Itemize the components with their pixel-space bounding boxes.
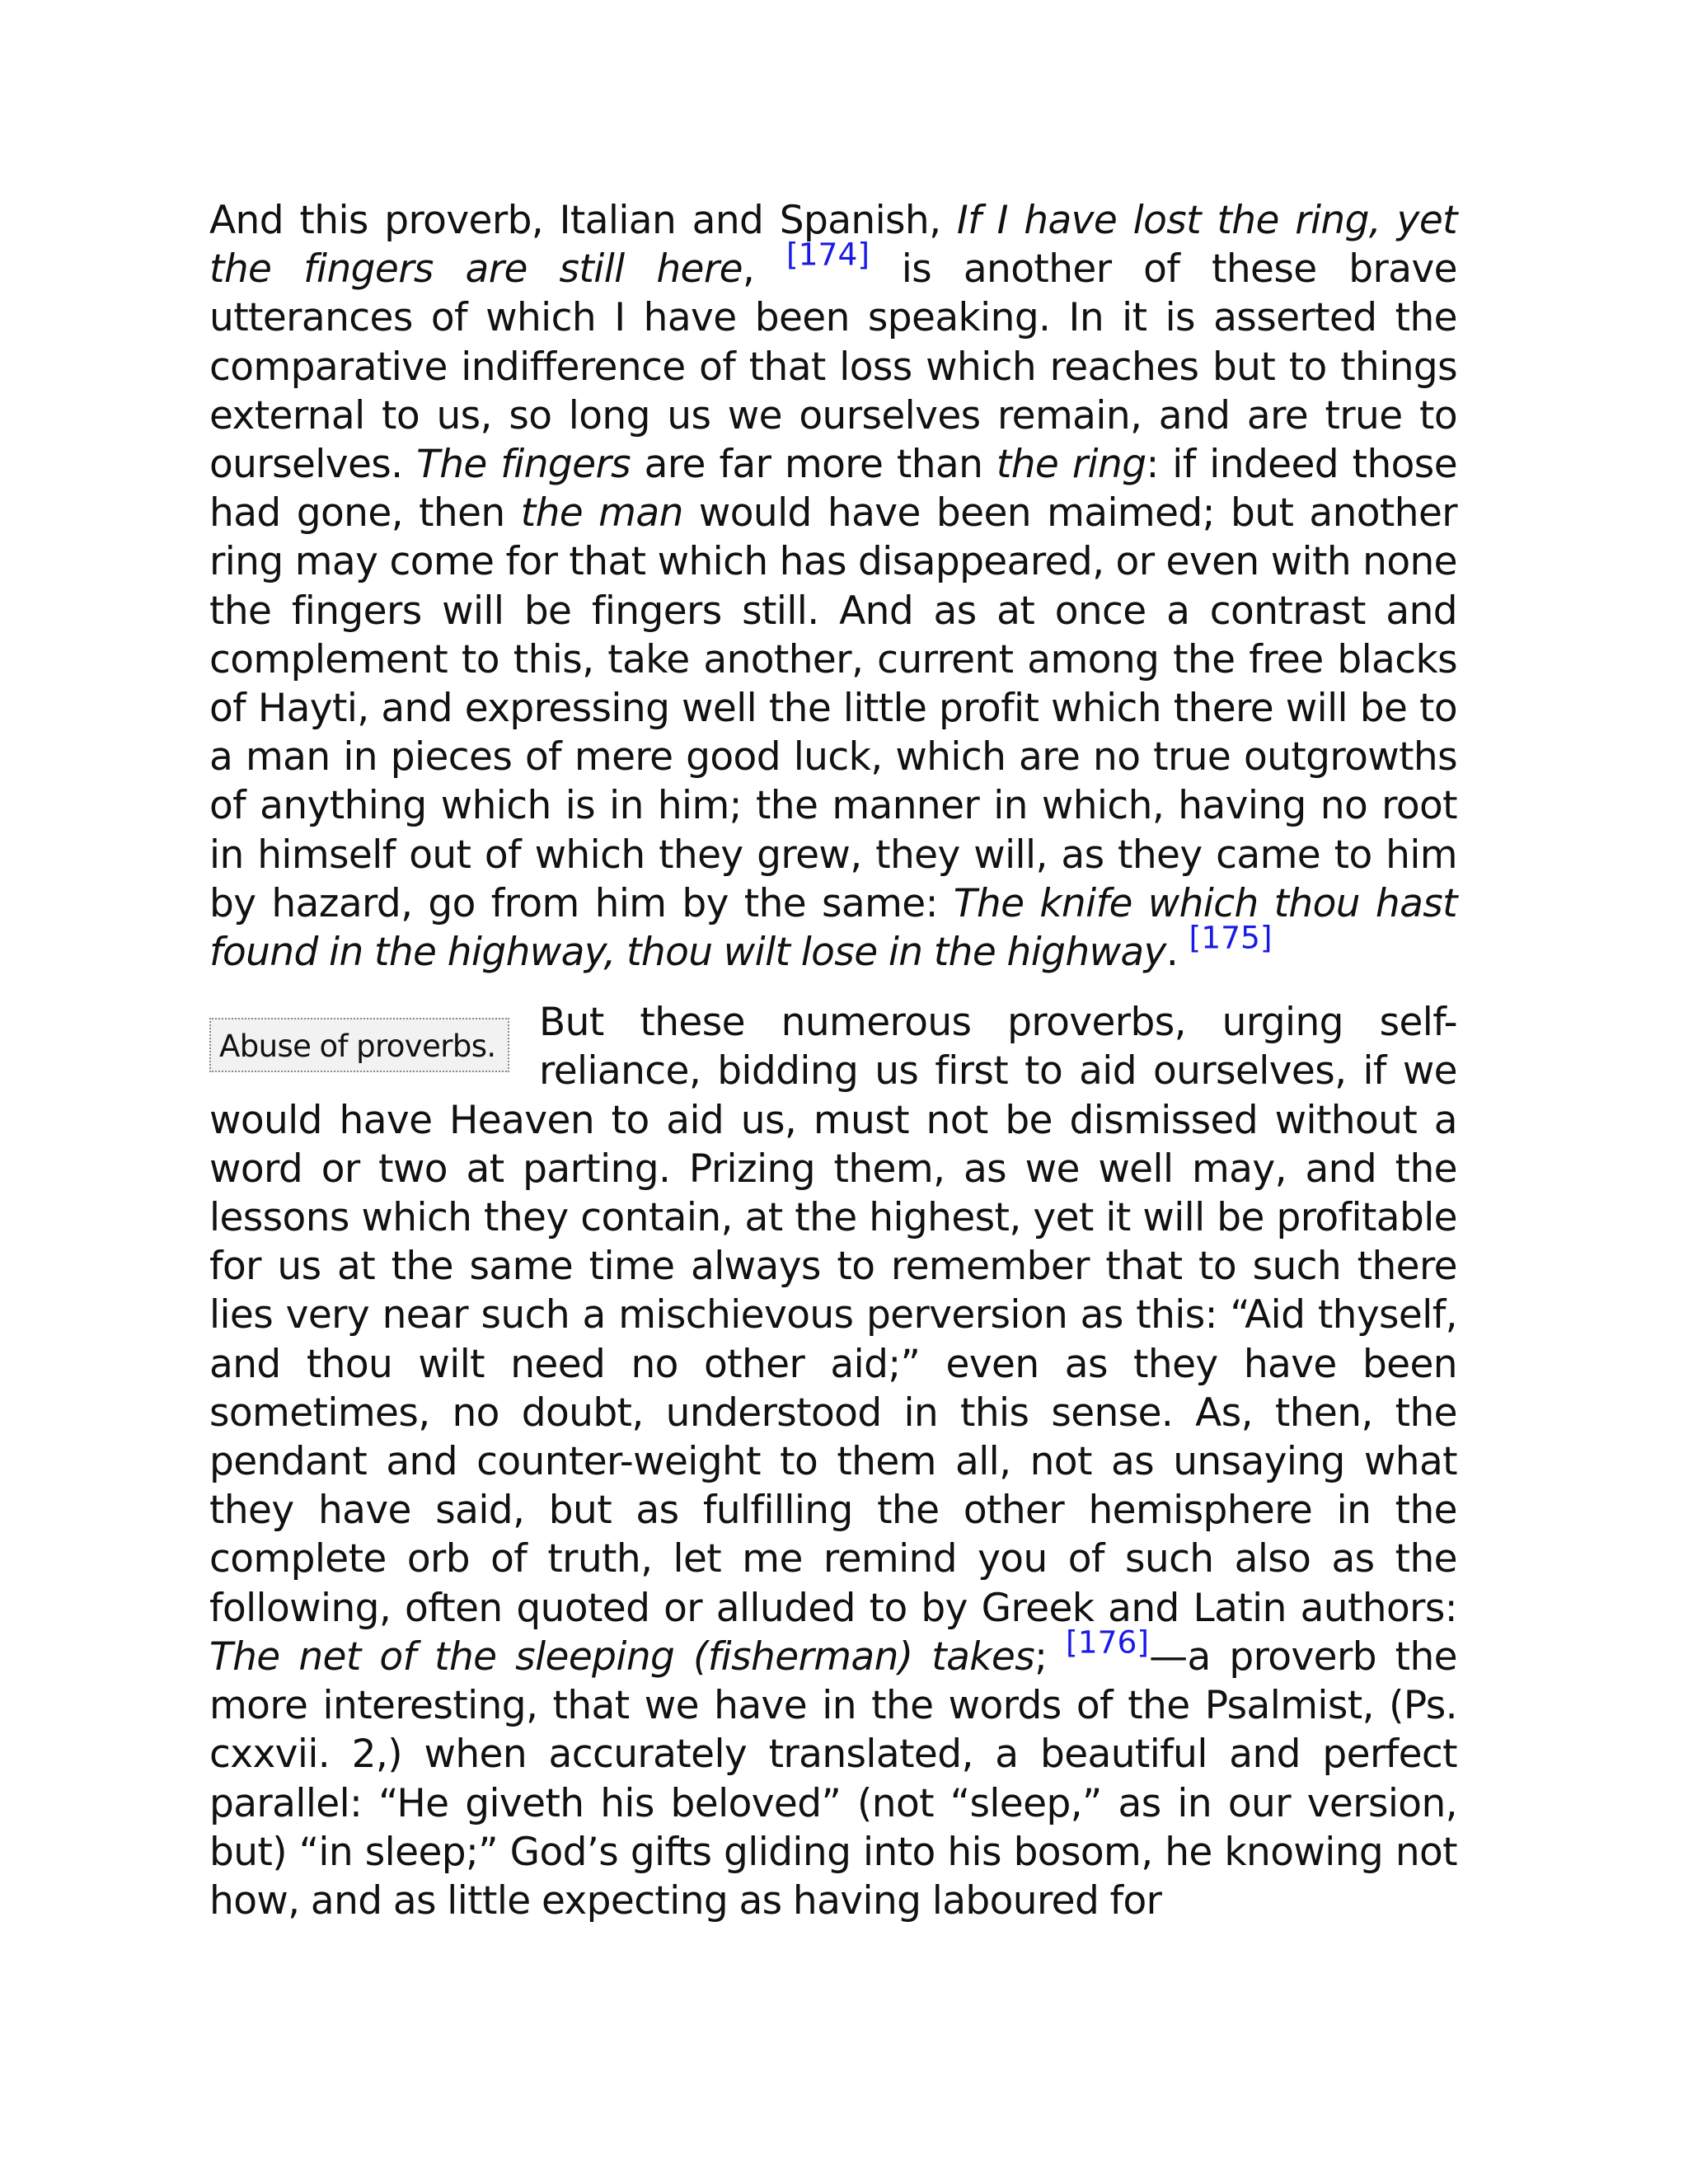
page-text	[209, 196, 1457, 1925]
paragraph-text: .	[1165, 930, 1189, 976]
paragraph	[209, 998, 1457, 1925]
paragraph	[209, 196, 1457, 977]
paragraph-text: : if indeed those had gone, then	[209, 442, 1458, 537]
italic-phrase: The fingers	[416, 442, 631, 488]
paragraph-text: But these numerous proverbs, urging self-reliance, bidding us first to aid ourselves, if we would have Heaven to aid us, must not be dismissed without a word or two at parting. Prizing them, as we well may, and the lessons which they contain, at the highest, yet it will be profitable for us at the same time always to remember that to such there lies very near such a mischievous perversion as this: “Aid thyself, and thou wilt need no other aid;” even as they have been sometimes, no doubt, understood in this sense. As, then, the pendant and counter-weight to them all, not as unsaying what they have said, but as fulfilling the other hemisphere in the complete orb of truth, let me remind you of such also as the following, often quoted or alluded to by Greek and Latin authors:	[209, 1000, 1457, 1631]
paragraph-text: are far more than	[631, 442, 996, 488]
italic-proverb: If I have lost the ring, yet the fingers are still here	[209, 198, 1457, 293]
sidenote: Abuse of proverbs.	[209, 1018, 509, 1072]
paragraph-text: ;	[1034, 1633, 1067, 1680]
footnote-link-176[interactable]: [176]	[1066, 1624, 1150, 1661]
italic-proverb: The knife which thou hast found in the highway, thou wilt lose in the highway	[209, 880, 1457, 976]
italic-phrase: the man	[520, 490, 683, 537]
footnote-link-174[interactable]: [174]	[785, 236, 870, 273]
paragraph-text: —a proverb the more interesting, that we have in the words of the Psalmist, (Ps. cxxvii. 2,) when accurately translated, a beautiful and perfect parallel: “He giveth his beloved” (not “sleep,” as in our version, but) “in sleep;” God’s gifts gliding into his bosom, he knowing not how, and as little expecting as having laboured for	[209, 1633, 1457, 1924]
paragraph-text: And this proverb, Italian and Spanish,	[209, 198, 957, 243]
footnote-link-175[interactable]: [175]	[1189, 919, 1273, 956]
paragraph-text: would have been maimed; but another ring may come for that which has disappeared, or even with none the fingers will be fingers still. And as at once a contrast and complement to this, take another, current among the free blacks of Hayti, and expressing well the little profit which there will be to a man in pieces of mere good luck, which are no true outgrowths of anything which is in him; the manner in which, having no root in himself out of which they grew, they will, as they came to him by hazard, go from him by the same:	[209, 490, 1457, 926]
paragraph-text: ,	[742, 246, 786, 293]
paragraph-text: is another of these brave utterances of which I have been speaking. In it is asserted the comparative indifference of that loss which reaches but to things external to us, so long us we ourselves remain, and are true to ourselves.	[209, 246, 1457, 488]
italic-phrase: the ring	[996, 442, 1146, 488]
italic-proverb: The net of the sleeping (fisherman) takes	[209, 1633, 1035, 1680]
